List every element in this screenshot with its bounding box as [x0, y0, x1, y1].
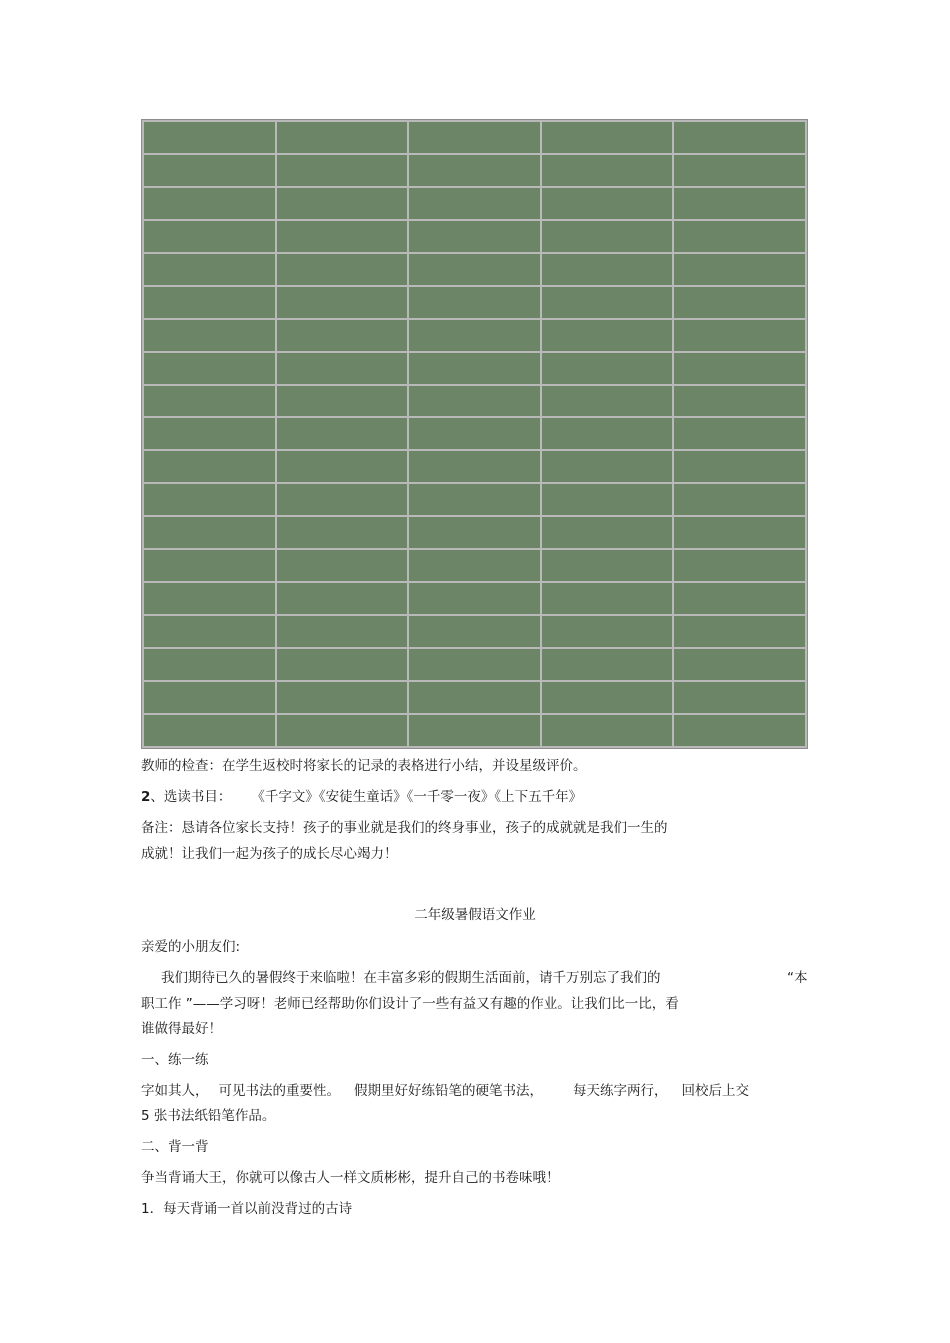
table-cell — [144, 682, 275, 713]
table-row — [144, 418, 805, 449]
table-cell — [542, 155, 673, 186]
table-cell — [674, 188, 805, 219]
table-cell — [409, 451, 540, 482]
table-cell — [409, 122, 540, 153]
table-row — [144, 254, 805, 285]
record-table — [141, 119, 808, 749]
table-cell — [542, 386, 673, 417]
table-cell — [542, 122, 673, 153]
table-cell — [144, 550, 275, 581]
table-cell — [674, 155, 805, 186]
intro-line-3: 谁做得最好！ — [141, 1021, 222, 1037]
table-cell — [674, 221, 805, 252]
table-cell — [277, 451, 408, 482]
table-row — [144, 188, 805, 219]
reading-number: 2 — [141, 789, 151, 805]
table-cell — [144, 484, 275, 515]
table-cell — [144, 287, 275, 318]
table-cell — [542, 188, 673, 219]
table-cell — [144, 254, 275, 285]
table-cell — [409, 715, 540, 746]
table-cell — [277, 122, 408, 153]
intro-line-2: 职工作 ”——学习呀！老师已经帮助你们设计了一些有益又有趣的作业。让我们比一比，看 — [141, 996, 679, 1012]
table-row — [144, 715, 805, 746]
table-cell — [409, 386, 540, 417]
table-cell — [542, 287, 673, 318]
table-cell — [409, 155, 540, 186]
table-cell — [144, 221, 275, 252]
table-cell — [542, 715, 673, 746]
table-cell — [674, 451, 805, 482]
section2-paragraph-1: 争当背诵大王，你就可以像古人一样文质彬彬，提升自己的书卷味哦！ — [141, 1170, 560, 1186]
table-cell — [409, 517, 540, 548]
table-cell — [144, 320, 275, 351]
table-cell — [542, 517, 673, 548]
table-cell — [542, 616, 673, 647]
table-row — [144, 484, 805, 515]
table-cell — [674, 517, 805, 548]
table-cell — [277, 517, 408, 548]
reading-list — [141, 787, 582, 807]
teacher-check-text: 教师的检查：在学生返校时将家长的记录的表格进行小结，并设星级评价。 — [141, 758, 587, 774]
table-cell — [144, 418, 275, 449]
table-cell — [542, 221, 673, 252]
table-cell — [409, 583, 540, 614]
section1-heading: 一、练一练 — [141, 1052, 209, 1068]
table-cell — [674, 616, 805, 647]
table-cell — [542, 320, 673, 351]
table-cell — [674, 484, 805, 515]
table-cell — [409, 221, 540, 252]
table-cell — [409, 254, 540, 285]
table-cell — [277, 221, 408, 252]
reading-books: 《千字文》《安徒生童话》《一千零一夜》《上下五千年》 — [251, 789, 583, 805]
section2-item-1: 1．每天背诵一首以前没背过的古诗 — [141, 1201, 353, 1217]
table-cell — [144, 353, 275, 384]
table-cell — [409, 320, 540, 351]
table-cell — [409, 484, 540, 515]
table-cell — [409, 287, 540, 318]
table-cell — [277, 550, 408, 581]
table-cell — [144, 451, 275, 482]
table-cell — [277, 715, 408, 746]
table-cell — [674, 386, 805, 417]
table-cell — [674, 550, 805, 581]
table-cell — [674, 418, 805, 449]
table-cell — [409, 418, 540, 449]
table-row — [144, 517, 805, 548]
table-cell — [144, 188, 275, 219]
table-cell — [674, 122, 805, 153]
table-cell — [542, 649, 673, 680]
intro-line-1-tail: “本 — [787, 970, 808, 986]
section2-heading: 二、背一背 — [141, 1139, 209, 1155]
table-cell — [409, 550, 540, 581]
section1-paragraph-1 — [141, 1081, 749, 1101]
table-cell — [542, 418, 673, 449]
table-cell — [144, 616, 275, 647]
table-cell — [409, 649, 540, 680]
table-cell — [277, 287, 408, 318]
note-line-1: 备注：恳请各位家长支持！孩子的事业就是我们的终身事业，孩子的成就就是我们一生的 — [141, 820, 668, 836]
table-row — [144, 451, 805, 482]
table-row — [144, 155, 805, 186]
table-row — [144, 550, 805, 581]
table-cell — [542, 353, 673, 384]
table-cell — [542, 254, 673, 285]
table-row — [144, 320, 805, 351]
table-row — [144, 583, 805, 614]
intro-line-1: 我们期待已久的暑假终于来临啦！在丰富多彩的假期生活面前，请千万别忘了我们的 — [161, 970, 661, 986]
section1-p1-a: 字如其人， — [141, 1083, 209, 1099]
table-cell — [277, 353, 408, 384]
table-cell — [674, 649, 805, 680]
table-cell — [674, 715, 805, 746]
table-cell — [144, 386, 275, 417]
table-row — [144, 649, 805, 680]
table-cell — [674, 682, 805, 713]
table-row — [144, 122, 805, 153]
table-cell — [674, 583, 805, 614]
table-cell — [542, 550, 673, 581]
table-row — [144, 682, 805, 713]
table-cell — [277, 418, 408, 449]
table-row — [144, 353, 805, 384]
table-cell — [144, 517, 275, 548]
table-row — [144, 386, 805, 417]
table-cell — [674, 287, 805, 318]
table-cell — [277, 320, 408, 351]
table-cell — [144, 583, 275, 614]
section1-paragraph-2: 5 张书法纸铅笔作品。 — [141, 1108, 276, 1124]
table-cell — [674, 353, 805, 384]
note-line-2: 成就！让我们一起为孩子的成长尽心竭力！ — [141, 846, 398, 862]
table-cell — [277, 583, 408, 614]
table-cell — [542, 583, 673, 614]
section1-p1-d: 每天练字两行， — [573, 1083, 668, 1099]
table-cell — [277, 188, 408, 219]
table-cell — [144, 715, 275, 746]
table-cell — [277, 682, 408, 713]
table-cell — [144, 122, 275, 153]
table-cell — [277, 649, 408, 680]
section1-p1-c: 假期里好好练铅笔的硬笔书法， — [354, 1083, 543, 1099]
table-cell — [277, 155, 408, 186]
table-cell — [409, 682, 540, 713]
table-cell — [542, 484, 673, 515]
table-cell — [409, 353, 540, 384]
table-cell — [277, 484, 408, 515]
table-cell — [144, 649, 275, 680]
table-cell — [409, 188, 540, 219]
table-cell — [542, 682, 673, 713]
table-cell — [277, 386, 408, 417]
doc-title: 二年级暑假语文作业 — [414, 907, 536, 923]
reading-label: 、选读书目： — [150, 789, 232, 805]
section1-p1-e: 回校后上交 — [681, 1083, 749, 1099]
greeting: 亲爱的小朋友们: — [141, 939, 241, 955]
table-cell — [542, 451, 673, 482]
table-cell — [277, 254, 408, 285]
table-cell — [277, 616, 408, 647]
table-row — [144, 616, 805, 647]
table-cell — [674, 254, 805, 285]
record-table-body — [144, 122, 805, 746]
table-cell — [409, 616, 540, 647]
section1-p1-b: 可见书法的重要性。 — [218, 1083, 340, 1099]
table-row — [144, 221, 805, 252]
table-cell — [674, 320, 805, 351]
table-row — [144, 287, 805, 318]
table-cell — [144, 155, 275, 186]
